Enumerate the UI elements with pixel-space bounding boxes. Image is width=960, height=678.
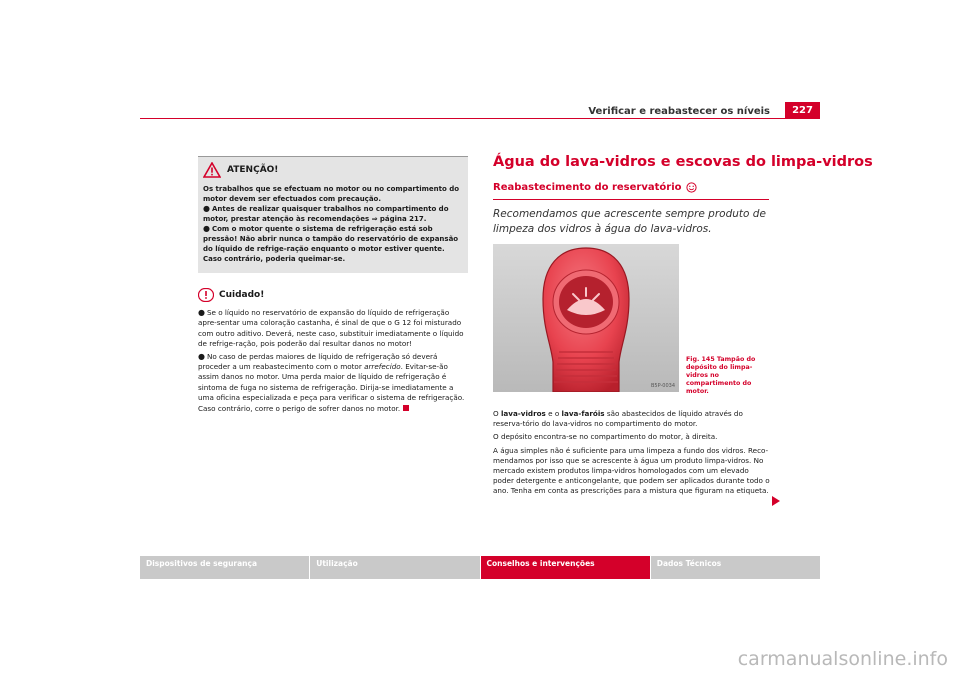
subsection-rule (493, 199, 769, 200)
footer-nav (140, 556, 820, 579)
body-paragraph (493, 409, 771, 429)
bullet-icon: ● (203, 224, 210, 233)
end-of-section-mark (403, 405, 409, 411)
intro-text: Recomendamos que acrescente sempre produto de limpeza dos vidros à água do lava-vidros. (493, 208, 766, 235)
footer-tab-usage[interactable]: Utilização (309, 556, 479, 579)
body-text-run: são abastecidos de líquido através do reserva-tório do lava-vidros no compartimento do motor. (493, 409, 743, 429)
warning-header (203, 161, 463, 179)
watermark: carmanualsonline.info (737, 648, 948, 670)
subsection-title (493, 182, 697, 193)
body-paragraph: O depósito encontra-se no compartimento do motor, à direita. (493, 432, 718, 442)
warning-bullet-text: Com o motor quente o sistema de refrigeração está sob pressão! Não abrir nunca o tampão do reservatório de expansão do líquido de refrige-ração enquanto o motor estiver quente. Caso contrário, poderia queimar-se. (203, 225, 459, 263)
caution-header (198, 286, 468, 304)
running-header-title: Verificar e reabastecer os níveis (588, 106, 770, 117)
warning-lead: Os trabalhos que se efectuam no motor ou no compartimento do motor devem ser efectuados com precaução. (203, 185, 460, 203)
caution-emphasis: arrefecido (364, 362, 401, 372)
footer-tab-technical-data[interactable]: Dados Técnicos (650, 556, 820, 579)
body-text-run: O (493, 409, 501, 418)
page-number: 227 (785, 102, 820, 119)
figure-code: B5P-0034 (650, 383, 675, 389)
warning-bullet-text: Antes de realizar quaisquer trabalhos no compartimento do motor, prestar atenção às recomendações ⇒ página 217. (203, 205, 449, 223)
warning-bullet (203, 224, 463, 264)
body-text (493, 409, 771, 500)
caution-title: Cuidado! (219, 290, 265, 300)
figure-washer-cap (493, 244, 679, 392)
caution-bullet-text-b: . Evitar-se-ão assim danos no motor. Uma perda maior de líquido de refrigeração é sintoma de fuga no sistema de refrigeração. Dirija-se imediatamente a uma oficina especializada e peça para verificar o sistema de refrigeração. Caso contrário, corre o perigo de sofrer danos no motor. (198, 362, 465, 413)
body-text-run: e o (545, 409, 562, 418)
caution-bullet (198, 352, 468, 414)
term-lava-farois: lava-faróis (561, 409, 605, 418)
warning-box (198, 156, 468, 273)
caution-section (198, 286, 468, 416)
footer-tab-advice-active[interactable]: Conselhos e intervenções (480, 556, 650, 579)
warning-bullet (203, 204, 463, 224)
caution-bullet-text: Se o líquido no reservatório de expansão do líquido de refrigeração apre-sentar uma coloração castanha, é sinal de que o G 12 foi misturado com outro aditivo. Deverá, neste caso, substituir imediatamente o líquido de refrige-ração, pois poderão daí resultar danos no motor! (198, 308, 464, 349)
figure-caption: Fig. 145 Tampão do depósito do limpa-vidros no compartimento do motor. (686, 356, 756, 395)
caution-bullet (198, 308, 468, 350)
header-rule (140, 118, 820, 119)
smiley-icon (686, 182, 697, 193)
bullet-icon: ● (203, 204, 210, 213)
washer-reservoir-cap-image (493, 244, 679, 392)
warning-title: ATENÇÃO! (227, 165, 279, 175)
footer-tab-safety[interactable]: Dispositivos de segurança (140, 556, 309, 579)
section-title: Água do lava-vidros e escovas do limpa-vidros (493, 154, 873, 170)
bullet-icon: ● (198, 308, 205, 317)
term-lava-vidros: lava-vidros (500, 409, 546, 418)
body-paragraph: A água simples não é suficiente para uma limpeza a fundo dos vidros. Reco-mendamos por isso que se acrescente à água um produto limpa-vidros. No mercado existem produtos limpa-vidros homologados com um elevado poder detergente e anticongelante, que podem ser aplicados durante todo o ano. Tenha em conta as prescrições para a mistura que figuram na etiqueta. (493, 445, 770, 496)
continue-arrow-icon (772, 496, 780, 506)
subsection-title-text: Reabastecimento do reservatório (493, 182, 682, 193)
bullet-icon: ● (198, 351, 205, 361)
warning-triangle-icon (203, 162, 221, 178)
caution-bullet-text-a: No caso de perdas maiores de líquido de refrigeração só deverá proceder a um reabastecimento com o motor (198, 351, 438, 372)
caution-exclamation-icon (198, 288, 214, 302)
